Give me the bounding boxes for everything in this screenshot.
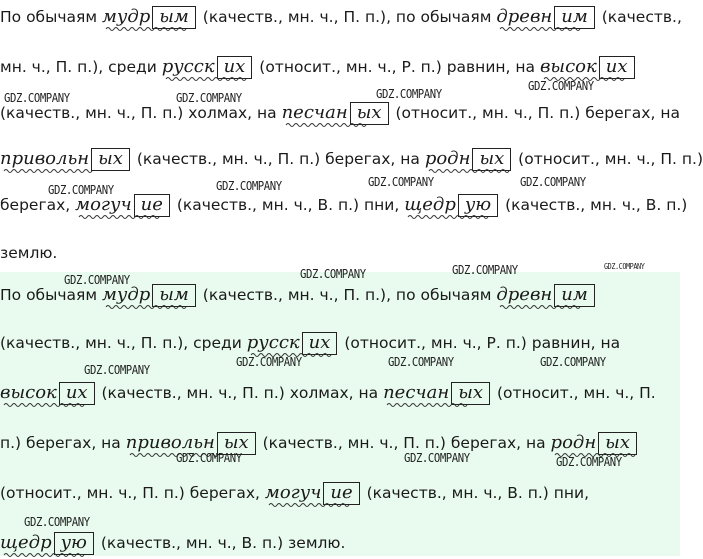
root-text: родн (424, 148, 471, 169)
ending-box: ым (152, 6, 196, 29)
text-line (0, 532, 345, 555)
ending-box: ым (152, 284, 196, 307)
ending-box: ых (472, 148, 511, 171)
answer-paragraph (0, 262, 680, 556)
word-root (162, 56, 215, 77)
word-root (0, 532, 52, 553)
root-wavy-underline (500, 25, 552, 33)
word-root (102, 6, 150, 27)
root-wavy-underline (106, 303, 150, 311)
text-run: (качеств., мн. ч., В. п.) пни, (361, 484, 590, 502)
watermark: GDZ.COMPANY (300, 266, 366, 281)
root-wavy-underline (269, 501, 322, 509)
word-root (282, 102, 348, 123)
text-line (0, 284, 597, 307)
root-text: могуч (75, 194, 132, 215)
text-run: (качеств., мн. ч., П. п.), среди (0, 334, 247, 352)
root-text: привольн (125, 432, 215, 453)
watermark: GDZ.COMPANY (452, 262, 518, 277)
watermark: GDZ.COMPANY (540, 354, 606, 369)
text-line (0, 148, 703, 171)
ending-box: ую (54, 532, 94, 555)
ending-box: ую (458, 194, 498, 217)
ending-box: ых (598, 432, 637, 455)
text-run: (относит., мн. ч., П. п.) берегах, (0, 484, 265, 502)
root-wavy-underline (4, 401, 57, 409)
ending-box: ие (323, 482, 359, 505)
watermark: GDZ.COMPANY (236, 354, 302, 369)
watermark: GDZ.COMPANY (176, 450, 242, 465)
text-line (0, 194, 687, 217)
root-text: мудр (101, 284, 151, 305)
text-run: землю. (0, 244, 58, 262)
watermark: GDZ.COMPANY (24, 514, 90, 529)
ending-box: их (59, 382, 95, 405)
text-run: (качеств., мн. ч., П. п.), по обычаям (197, 8, 497, 26)
watermark: GDZ.COMPANY (604, 262, 645, 271)
word-root (496, 6, 552, 27)
root-wavy-underline (286, 121, 348, 129)
text-run: По обычаям (0, 286, 102, 304)
watermark: GDZ.COMPANY (404, 450, 470, 465)
watermark: GDZ.COMPANY (368, 174, 434, 189)
watermark: GDZ.COMPANY (388, 354, 454, 369)
text-run: (качеств., мн. ч., П. п.), по обычаям (197, 286, 497, 304)
watermark: GDZ.COMPANY (556, 454, 622, 469)
watermark: GDZ.COMPANY (520, 174, 586, 189)
root-wavy-underline (500, 303, 552, 311)
root-wavy-underline (79, 213, 132, 221)
watermark: GDZ.COMPANY (176, 90, 242, 105)
text-line (0, 382, 656, 405)
word-root (496, 284, 552, 305)
text-run: По обычаям (0, 8, 102, 26)
root-wavy-underline (4, 551, 52, 559)
root-text: русск (161, 56, 215, 77)
word-root (75, 194, 132, 215)
ending-box: им (554, 284, 595, 307)
watermark: GDZ.COMPANY (376, 86, 442, 101)
text-run: (относит., мн. ч., П. п.) берегах, на (390, 104, 680, 122)
text-run: (качеств., (596, 8, 682, 26)
text-line (0, 56, 637, 79)
text-run: (качеств., мн. ч., П. п.) берегах, на (131, 150, 425, 168)
text-run: (качеств., мн. ч., П. п.) холмах, на (96, 384, 384, 402)
ending-box: их (217, 56, 253, 79)
text-run: (качеств., мн. ч., П. п.) холмах, на (0, 104, 282, 122)
ending-box: ых (451, 382, 490, 405)
text-run: (относит., мн. ч., Р. п.) равнин, на (339, 334, 621, 352)
watermark: GDZ.COMPANY (48, 182, 114, 197)
text-run: (качеств., мн. ч., В. п.) (500, 196, 688, 214)
ending-box: ие (134, 194, 170, 217)
ending-box: их (599, 56, 635, 79)
ending-box: ых (350, 102, 389, 125)
text-run: (качеств., мн. ч., П. п.) берегах, на (257, 434, 551, 452)
root-text: песчан (383, 382, 450, 403)
root-wavy-underline (408, 213, 456, 221)
root-wavy-underline (429, 167, 471, 175)
root-text: щедр (404, 194, 456, 215)
text-line (0, 102, 680, 125)
watermark: GDZ.COMPANY (528, 78, 594, 93)
root-text: высок (539, 56, 597, 77)
ending-box: ых (217, 432, 256, 455)
original-paragraph (0, 0, 703, 272)
word-root (0, 148, 89, 169)
watermark: GDZ.COMPANY (84, 362, 150, 377)
text-run: (относит., мн. ч., Р. п.) равнин, на (254, 58, 540, 76)
text-run: п.) берегах, на (0, 434, 126, 452)
text-run: (относит., мн. ч., П. п.) (513, 150, 703, 168)
root-text: родн (550, 432, 597, 453)
root-wavy-underline (4, 167, 89, 175)
root-text: привольн (0, 148, 90, 169)
word-root (383, 382, 449, 403)
word-root (425, 148, 471, 169)
root-text: древн (496, 6, 553, 27)
ending-box: их (302, 332, 338, 355)
text-run: (качеств., мн. ч., В. п.) пни, (171, 196, 405, 214)
word-root (551, 432, 597, 453)
root-text: русск (246, 332, 300, 353)
root-wavy-underline (387, 401, 449, 409)
ending-box: ых (91, 148, 130, 171)
watermark: GDZ.COMPANY (64, 272, 130, 287)
root-text: древн (496, 284, 553, 305)
root-text: песчан (281, 102, 348, 123)
text-run: берегах, (0, 196, 76, 214)
watermark: GDZ.COMPANY (4, 90, 70, 105)
word-root (247, 332, 300, 353)
root-wavy-underline (106, 25, 150, 33)
word-root (102, 284, 150, 305)
text-line (0, 6, 682, 29)
text-line (0, 432, 639, 455)
watermark: GDZ.COMPANY (216, 178, 282, 193)
ending-box: им (554, 6, 595, 29)
text-line (0, 244, 57, 262)
text-line (0, 482, 589, 505)
root-text: щедр (0, 532, 52, 553)
word-root (404, 194, 456, 215)
text-run: (качеств., мн. ч., В. п.) землю. (95, 534, 346, 552)
word-root (540, 56, 597, 77)
word-root (0, 382, 57, 403)
text-run: мн. ч., П. п.), среди (0, 58, 162, 76)
word-root (265, 482, 322, 503)
root-text: мудр (101, 6, 151, 27)
root-text: высок (0, 382, 57, 403)
text-run: (относит., мн. ч., П. (492, 384, 656, 402)
root-wavy-underline (166, 75, 215, 83)
root-text: могуч (264, 482, 322, 503)
text-line (0, 332, 620, 355)
